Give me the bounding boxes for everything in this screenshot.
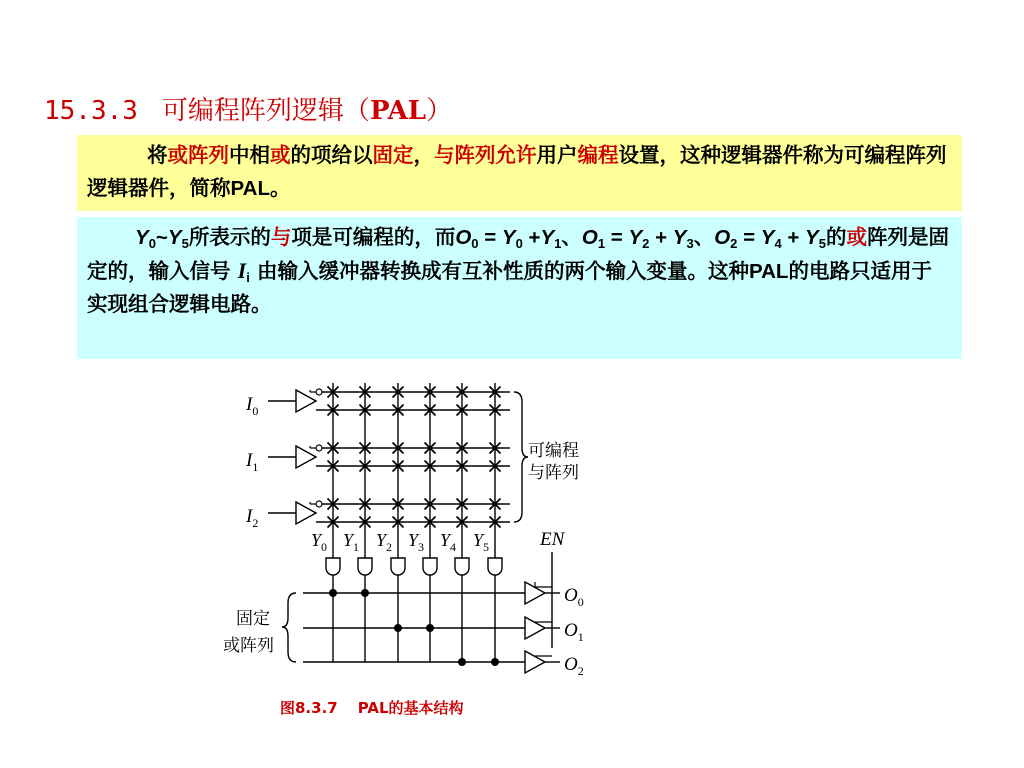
output-label-1: $O_1$: [564, 620, 584, 644]
product-label-0: $Y_0$: [311, 530, 328, 554]
and-gate-0: [326, 558, 340, 575]
enable-label: EN: [540, 529, 565, 550]
and-gate-2: [391, 558, 405, 575]
description-box: $Y_0\sim Y_5$所表示的与项是可编程的，而$O_0 = Y_0 +Y_1$、$O_1 = Y_2 + Y_3$、$O_2 = Y_4 + Y_5$的或阵列是固定的，输入信号 $I_i$ 由输入缓冲器转换成有互补性质的两个输入变量。这种PAL的电路只适用于实现组合逻辑电路。: [77, 217, 962, 359]
and-array-label-line1: 可编程: [528, 441, 579, 461]
input-label-2: $I_2$: [246, 506, 259, 530]
fixed-connection-dot-1: [361, 589, 369, 597]
invert-bubble-0: [316, 389, 322, 395]
or-array-brace: [282, 593, 296, 662]
fixed-connection-dot-4: [458, 658, 466, 666]
and-array-brace: [514, 392, 528, 522]
fixed-connection-dot-2: [394, 624, 402, 632]
figure-caption: 图8.3.7 PAL的基本结构: [280, 699, 464, 717]
and-array-label-line2: 与阵列: [528, 463, 579, 483]
output-label-2: $O_2$: [564, 654, 584, 678]
fixed-connection-dot-5: [491, 658, 499, 666]
product-label-3: $Y_3$: [408, 530, 425, 554]
section-number: 15.3.3: [44, 96, 138, 126]
fixed-connection-dot-0: [329, 589, 337, 597]
output-buffer-2: [525, 651, 545, 673]
output-buffer-1: [525, 617, 545, 639]
product-label-2: $Y_2$: [376, 530, 393, 554]
input-buffer-1: [296, 446, 316, 468]
and-gate-5: [488, 558, 502, 575]
and-gate-4: [455, 558, 469, 575]
invert-bubble-1: [316, 445, 322, 451]
fixed-connection-dot-3: [426, 624, 434, 632]
or-array-label-line1: 固定: [236, 609, 270, 629]
and-gate-1: [358, 558, 372, 575]
output-label-0: $O_0$: [564, 585, 584, 609]
input-label-0: $I_0$: [246, 394, 259, 418]
input-buffer-0: [296, 390, 316, 412]
product-label-5: $Y_5$: [473, 530, 490, 554]
input-label-1: $I_1$: [246, 450, 259, 474]
definition-box: 将或阵列中相或的项给以固定，与阵列允许用户编程设置，这种逻辑器件称为可编程阵列逻辑器件，简称PAL。: [77, 135, 962, 211]
input-buffer-2: [296, 502, 316, 524]
invert-bubble-2: [316, 501, 322, 507]
product-label-1: $Y_1$: [343, 530, 360, 554]
section-title-abbr: PAL: [369, 96, 427, 126]
or-array-label-line2: 或阵列: [223, 636, 274, 656]
product-label-4: $Y_4$: [440, 530, 457, 554]
section-heading: 15.3.3 可编程阵列逻辑（PAL）: [44, 96, 453, 126]
and-gate-3: [423, 558, 437, 575]
section-title: 可编程阵列逻辑（: [161, 96, 370, 126]
